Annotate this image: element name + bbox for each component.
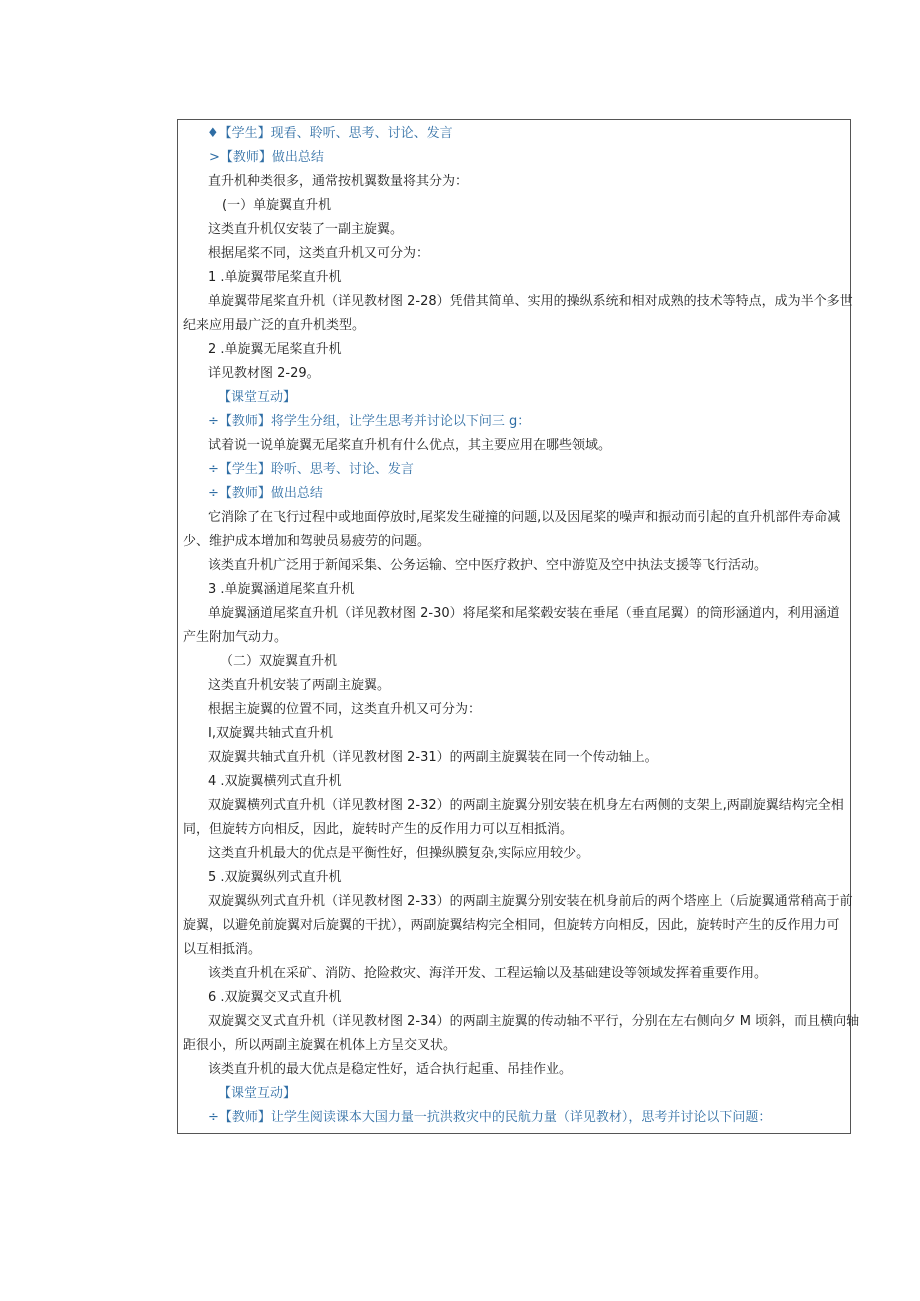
numbered-heading: 2 .单旋翼无尾桨直升机 <box>208 342 342 357</box>
classroom-interaction-heading: 【课堂互动】 <box>218 390 297 405</box>
paragraph-line: 试着说一说单旋翼无尾桨直升机有什么优点，其主要应用在哪些领域。 <box>208 438 612 453</box>
paragraph-line: 根据尾桨不同，这类直升机又可分为： <box>208 246 430 261</box>
paragraph-line: 双旋翼共轴式直升机（详见教材图 2-31）的两副主旋翼装在同一个传动轴上。 <box>208 750 658 765</box>
paragraph-line: 根据主旋翼的位置不同，这类直升机又可分为： <box>208 702 482 717</box>
paragraph-line: 纪来应用最广泛的直升机类型。 <box>183 318 366 333</box>
section-heading: （二）双旋翼直升机 <box>220 654 338 669</box>
paragraph-line: 详见教材图 2-29。 <box>208 366 320 381</box>
paragraph-line: 旋翼，以避免前旋翼对后旋翼的干扰），两副旋翼结构完全相同，但旋转方向相反，因此，旋转时产生的反作用力可 <box>183 918 840 933</box>
numbered-heading: I,双旋翼共轴式直升机 <box>208 726 333 741</box>
paragraph-line: 双旋翼交叉式直升机（详见教材图 2-34）的两副主旋翼的传动轴不平行，分别在左右侧向夕 M 顷斜，而且横向轴 <box>208 1014 860 1029</box>
paragraph-line: 该类直升机在采矿、消防、抢险救灾、海洋开发、工程运输以及基础建设等领域发挥着重要作用。 <box>208 966 768 981</box>
paragraph-line: 单旋翼涵道尾桨直升机（详见教材图 2-30）将尾桨和尾桨毂安装在垂尾（垂直尾翼）的筒形涵道内，利用涵道 <box>208 606 840 621</box>
section-heading: (一）单旋翼直升机 <box>222 198 332 213</box>
paragraph-line: 少、维护成本增加和驾驶员易疲劳的问题。 <box>183 534 431 549</box>
numbered-heading: 1 .单旋翼带尾桨直升机 <box>208 270 342 285</box>
lesson-content-table <box>177 119 860 1134</box>
paragraph-line: 以互相抵消。 <box>183 942 262 957</box>
classroom-interaction-heading: 【课堂互动】 <box>218 1086 297 1101</box>
paragraph-line: 这类直升机最大的优点是平衡性好，但操纵膜复杂,实际应用较少。 <box>208 846 590 861</box>
teacher-summary-line: ÷【教师】做出总结 <box>208 486 323 501</box>
teacher-instruction-line: ÷【教师】将学生分组，让学生思考并讨论以下问三 g： <box>208 414 531 429</box>
numbered-heading: 3 .单旋翼涵道尾桨直升机 <box>208 582 355 597</box>
numbered-heading: 5 .双旋翼纵列式直升机 <box>208 870 342 885</box>
teacher-instruction-line: ÷【教师】让学生阅读课本大国力量一抗洪救灾中的民航力量（详见教材），思考并讨论以下问题： <box>208 1110 772 1125</box>
paragraph-line: 双旋翼横列式直升机（详见教材图 2-32）的两副主旋翼分别安装在机身左右两侧的支架上,两副旋翼结构完全相 <box>208 798 844 813</box>
teacher-summary-line: >【教师】做出总结 <box>209 150 324 165</box>
paragraph-line: 直升机种类很多，通常按机翼数量将其分为： <box>208 174 469 189</box>
student-activity-line: ÷【学生】聆听、思考、讨论、发言 <box>208 462 414 477</box>
paragraph-line: 这类直升机安装了两副主旋翼。 <box>208 678 391 693</box>
paragraph-line: 同，但旋转方向相反，因此，旋转时产生的反作用力可以互相抵消。 <box>183 822 574 837</box>
paragraph-line: 这类直升机仅安装了一副主旋翼。 <box>208 222 404 237</box>
paragraph-line: 它消除了在飞行过程中或地面停放时,尾桨发生碰撞的问题,以及因尾桨的噪声和振动而引起的直升机部件寿命减 <box>208 510 841 525</box>
paragraph-line: 单旋翼带尾桨直升机（详见教材图 2-28）凭借其简单、实用的操纵系统和相对成熟的技术等特点，成为半个多世 <box>208 294 853 309</box>
numbered-heading: 6 .双旋翼交叉式直升机 <box>208 990 342 1005</box>
paragraph-line: 该类直升机的最大优点是稳定性好，适合执行起重、吊挂作业。 <box>208 1062 573 1077</box>
paragraph-line: 该类直升机广泛用于新闻采集、公务运输、空中医疗救护、空中游览及空中执法支援等飞行活动。 <box>208 558 768 573</box>
numbered-heading: 4 .双旋翼横列式直升机 <box>208 774 342 789</box>
student-activity-line: ♦【学生】现看、聆听、思考、讨论、发言 <box>207 126 453 141</box>
paragraph-line: 产生附加气动力。 <box>183 630 288 645</box>
paragraph-line: 双旋翼纵列式直升机（详见教材图 2-33）的两副主旋翼分别安装在机身前后的两个塔座上（后旋翼通常稍高于前 <box>208 894 853 909</box>
paragraph-line: 距很小，所以两副主旋翼在机体上方呈交叉状。 <box>183 1038 457 1053</box>
